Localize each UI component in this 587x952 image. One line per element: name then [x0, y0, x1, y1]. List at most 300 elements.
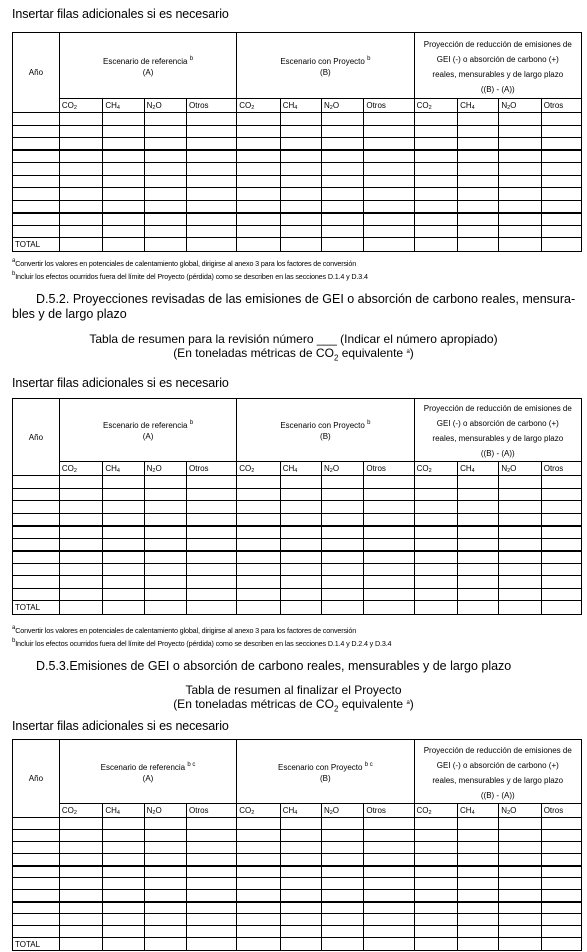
table-cell[interactable]	[237, 188, 281, 201]
table-cell[interactable]	[541, 538, 581, 551]
table-cell[interactable]	[541, 200, 581, 213]
table-cell[interactable]	[13, 926, 60, 938]
table-cell[interactable]	[187, 866, 237, 878]
table-cell[interactable]	[144, 200, 186, 213]
table-cell[interactable]	[144, 175, 186, 188]
table-cell[interactable]	[499, 854, 541, 866]
table-cell[interactable]	[541, 138, 581, 151]
table-cell[interactable]	[458, 914, 499, 926]
table-cell[interactable]	[458, 200, 499, 213]
table-cell[interactable]	[458, 866, 499, 878]
table-cell[interactable]	[187, 890, 237, 902]
table-cell[interactable]	[59, 526, 103, 539]
table-cell[interactable]	[13, 138, 60, 151]
table-cell[interactable]	[321, 175, 363, 188]
table-cell[interactable]	[237, 588, 281, 601]
table-cell[interactable]	[237, 488, 281, 501]
table-cell[interactable]	[458, 878, 499, 890]
table-cell[interactable]	[458, 188, 499, 201]
table-cell[interactable]	[280, 225, 321, 238]
table-cell[interactable]	[103, 238, 144, 252]
table-cell[interactable]	[414, 551, 458, 564]
table-cell[interactable]	[541, 890, 581, 902]
table-cell[interactable]	[187, 854, 237, 866]
table-cell[interactable]	[237, 526, 281, 539]
table-cell[interactable]	[144, 926, 186, 938]
table-cell[interactable]	[144, 213, 186, 226]
table-cell[interactable]	[59, 501, 103, 514]
table-cell[interactable]	[237, 163, 281, 176]
table-cell[interactable]	[59, 890, 103, 902]
table-cell[interactable]	[499, 188, 541, 201]
table-cell[interactable]	[364, 526, 414, 539]
table-cell[interactable]	[144, 113, 186, 126]
table-cell[interactable]	[59, 576, 103, 589]
table-cell[interactable]	[13, 818, 60, 830]
table-cell[interactable]	[144, 842, 186, 854]
table-cell[interactable]	[321, 225, 363, 238]
table-cell[interactable]	[499, 842, 541, 854]
table-cell[interactable]	[103, 150, 144, 163]
table-cell[interactable]	[13, 842, 60, 854]
table-cell[interactable]	[59, 138, 103, 151]
table-cell[interactable]	[321, 563, 363, 576]
table-cell[interactable]	[364, 878, 414, 890]
table-cell[interactable]	[458, 538, 499, 551]
table-cell[interactable]	[414, 125, 458, 138]
table-cell[interactable]	[499, 213, 541, 226]
table-cell[interactable]	[364, 576, 414, 589]
table-cell[interactable]	[499, 501, 541, 514]
table-cell[interactable]	[237, 601, 281, 615]
table-cell[interactable]	[364, 513, 414, 526]
table-cell[interactable]	[59, 238, 103, 252]
table-cell[interactable]	[499, 938, 541, 951]
table-cell[interactable]	[364, 890, 414, 902]
table-cell[interactable]	[499, 866, 541, 878]
table-cell[interactable]	[541, 513, 581, 526]
table-cell[interactable]	[103, 551, 144, 564]
table-cell[interactable]	[237, 538, 281, 551]
table-cell[interactable]	[237, 866, 281, 878]
table-cell[interactable]	[321, 200, 363, 213]
table-cell[interactable]	[103, 200, 144, 213]
table-cell[interactable]	[458, 513, 499, 526]
table-cell[interactable]	[13, 854, 60, 866]
table-cell[interactable]	[59, 914, 103, 926]
table-cell[interactable]	[237, 926, 281, 938]
table-cell[interactable]	[13, 200, 60, 213]
table-cell[interactable]	[499, 125, 541, 138]
table-cell[interactable]	[103, 601, 144, 615]
table-cell[interactable]	[237, 818, 281, 830]
table-cell[interactable]	[414, 830, 458, 842]
table-cell[interactable]	[187, 563, 237, 576]
table-cell[interactable]	[237, 854, 281, 866]
table-cell[interactable]	[541, 601, 581, 615]
table-cell[interactable]	[414, 842, 458, 854]
table-cell[interactable]	[541, 150, 581, 163]
table-cell[interactable]	[321, 938, 363, 951]
table-cell[interactable]	[321, 213, 363, 226]
table-cell[interactable]	[414, 538, 458, 551]
table-cell[interactable]	[321, 830, 363, 842]
table-cell[interactable]	[280, 854, 321, 866]
table-cell[interactable]	[499, 818, 541, 830]
table-cell[interactable]	[187, 200, 237, 213]
table-cell[interactable]	[144, 125, 186, 138]
table-cell[interactable]	[541, 526, 581, 539]
table-cell[interactable]	[364, 938, 414, 951]
table-cell[interactable]	[144, 150, 186, 163]
table-cell[interactable]	[13, 914, 60, 926]
table-cell[interactable]	[364, 125, 414, 138]
table-cell[interactable]	[280, 138, 321, 151]
table-cell[interactable]	[458, 238, 499, 252]
table-cell[interactable]	[458, 563, 499, 576]
table-cell[interactable]	[59, 125, 103, 138]
table-cell[interactable]	[280, 150, 321, 163]
table-cell[interactable]	[414, 163, 458, 176]
table-cell[interactable]	[458, 125, 499, 138]
table-cell[interactable]	[321, 926, 363, 938]
table-cell[interactable]	[13, 113, 60, 126]
table-cell[interactable]	[280, 914, 321, 926]
table-cell[interactable]	[13, 538, 60, 551]
table-cell[interactable]	[237, 902, 281, 914]
table-cell[interactable]	[414, 854, 458, 866]
table-cell[interactable]	[458, 526, 499, 539]
table-cell[interactable]	[144, 513, 186, 526]
table-cell[interactable]	[13, 902, 60, 914]
table-cell[interactable]	[541, 588, 581, 601]
table-cell[interactable]	[321, 551, 363, 564]
table-cell[interactable]	[187, 163, 237, 176]
table-cell[interactable]	[103, 818, 144, 830]
table-cell[interactable]	[144, 866, 186, 878]
table-cell[interactable]	[414, 213, 458, 226]
table-cell[interactable]	[59, 225, 103, 238]
table-cell[interactable]	[103, 866, 144, 878]
table-cell[interactable]	[103, 225, 144, 238]
table-cell[interactable]	[499, 601, 541, 615]
table-cell[interactable]	[144, 526, 186, 539]
table-cell[interactable]	[59, 878, 103, 890]
table-cell[interactable]	[13, 551, 60, 564]
table-cell[interactable]	[144, 576, 186, 589]
table-cell[interactable]	[13, 488, 60, 501]
table-cell[interactable]	[458, 601, 499, 615]
table-cell[interactable]	[187, 476, 237, 489]
table-cell[interactable]	[414, 513, 458, 526]
table-cell[interactable]	[59, 926, 103, 938]
table-cell[interactable]	[237, 938, 281, 951]
table-cell[interactable]	[280, 601, 321, 615]
table-cell[interactable]	[59, 200, 103, 213]
table-cell[interactable]	[280, 538, 321, 551]
table-cell[interactable]	[414, 188, 458, 201]
table-cell[interactable]	[499, 476, 541, 489]
table-cell[interactable]	[13, 890, 60, 902]
table-cell[interactable]	[458, 926, 499, 938]
table-cell[interactable]	[541, 866, 581, 878]
table-cell[interactable]	[187, 526, 237, 539]
table-cell[interactable]	[499, 588, 541, 601]
table-cell[interactable]	[321, 138, 363, 151]
table-cell[interactable]	[499, 238, 541, 252]
table-cell[interactable]	[499, 513, 541, 526]
table-cell[interactable]	[187, 538, 237, 551]
table-cell[interactable]	[541, 914, 581, 926]
table-cell[interactable]	[144, 878, 186, 890]
table-cell[interactable]	[237, 914, 281, 926]
table-cell[interactable]	[144, 601, 186, 615]
table-cell[interactable]	[414, 200, 458, 213]
table-cell[interactable]	[364, 213, 414, 226]
table-cell[interactable]	[144, 551, 186, 564]
table-cell[interactable]	[321, 538, 363, 551]
table-cell[interactable]	[187, 576, 237, 589]
table-cell[interactable]	[414, 576, 458, 589]
table-cell[interactable]	[144, 163, 186, 176]
table-cell[interactable]	[364, 200, 414, 213]
table-cell[interactable]	[59, 513, 103, 526]
table-cell[interactable]	[13, 150, 60, 163]
table-cell[interactable]	[237, 238, 281, 252]
table-cell[interactable]	[59, 488, 103, 501]
table-cell[interactable]	[541, 113, 581, 126]
table-cell[interactable]	[144, 914, 186, 926]
table-cell[interactable]	[103, 588, 144, 601]
table-cell[interactable]	[144, 563, 186, 576]
table-cell[interactable]	[187, 926, 237, 938]
table-cell[interactable]	[280, 588, 321, 601]
table-cell[interactable]	[13, 188, 60, 201]
table-cell[interactable]	[499, 488, 541, 501]
table-cell[interactable]	[499, 113, 541, 126]
table-cell[interactable]	[59, 842, 103, 854]
table-cell[interactable]	[59, 866, 103, 878]
table-cell[interactable]	[59, 551, 103, 564]
table-cell[interactable]	[458, 150, 499, 163]
table-cell[interactable]	[280, 163, 321, 176]
table-cell[interactable]	[13, 576, 60, 589]
table-cell[interactable]	[144, 476, 186, 489]
table-cell[interactable]	[321, 125, 363, 138]
table-cell[interactable]	[364, 150, 414, 163]
table-cell[interactable]	[280, 113, 321, 126]
table-cell[interactable]	[364, 601, 414, 615]
table-cell[interactable]	[499, 890, 541, 902]
table-cell[interactable]	[103, 538, 144, 551]
table-cell[interactable]	[541, 902, 581, 914]
table-cell[interactable]	[280, 890, 321, 902]
table-cell[interactable]	[237, 842, 281, 854]
table-cell[interactable]	[13, 526, 60, 539]
table-cell[interactable]	[321, 842, 363, 854]
table-cell[interactable]	[321, 890, 363, 902]
table-cell[interactable]	[499, 830, 541, 842]
table-cell[interactable]	[280, 213, 321, 226]
table-cell[interactable]	[499, 551, 541, 564]
table-cell[interactable]	[458, 902, 499, 914]
table-cell[interactable]	[13, 163, 60, 176]
table-cell[interactable]	[237, 576, 281, 589]
table-cell[interactable]	[187, 830, 237, 842]
table-cell[interactable]	[103, 163, 144, 176]
table-cell[interactable]	[541, 476, 581, 489]
table-cell[interactable]	[280, 938, 321, 951]
table-cell[interactable]	[414, 588, 458, 601]
table-cell[interactable]	[187, 488, 237, 501]
table-cell[interactable]	[280, 200, 321, 213]
table-cell[interactable]	[321, 513, 363, 526]
table-cell[interactable]	[103, 526, 144, 539]
table-cell[interactable]	[458, 938, 499, 951]
table-cell[interactable]	[144, 138, 186, 151]
table-cell[interactable]	[237, 890, 281, 902]
table-cell[interactable]	[499, 150, 541, 163]
table-cell[interactable]	[541, 175, 581, 188]
table-cell[interactable]	[499, 926, 541, 938]
table-cell[interactable]	[144, 854, 186, 866]
table-cell[interactable]	[13, 878, 60, 890]
table-cell[interactable]	[321, 818, 363, 830]
table-cell[interactable]	[458, 830, 499, 842]
table-cell[interactable]	[321, 150, 363, 163]
table-cell[interactable]	[187, 150, 237, 163]
table-cell[interactable]	[321, 526, 363, 539]
table-cell[interactable]	[458, 488, 499, 501]
table-cell[interactable]	[458, 476, 499, 489]
table-cell[interactable]	[103, 878, 144, 890]
table-cell[interactable]	[458, 225, 499, 238]
table-cell[interactable]	[59, 902, 103, 914]
table-cell[interactable]	[103, 213, 144, 226]
table-cell[interactable]	[59, 538, 103, 551]
table-cell[interactable]	[499, 902, 541, 914]
table-cell[interactable]	[280, 818, 321, 830]
table-cell[interactable]	[364, 501, 414, 514]
table-cell[interactable]	[499, 526, 541, 539]
table-cell[interactable]	[59, 818, 103, 830]
table-cell[interactable]	[364, 563, 414, 576]
table-cell[interactable]	[458, 113, 499, 126]
table-cell[interactable]	[13, 125, 60, 138]
table-cell[interactable]	[103, 842, 144, 854]
table-cell[interactable]	[187, 188, 237, 201]
table-cell[interactable]	[13, 501, 60, 514]
table-cell[interactable]	[59, 188, 103, 201]
table-cell[interactable]	[144, 225, 186, 238]
table-cell[interactable]	[364, 551, 414, 564]
table-cell[interactable]	[280, 902, 321, 914]
table-cell[interactable]	[499, 225, 541, 238]
table-cell[interactable]	[321, 501, 363, 514]
table-cell[interactable]	[321, 866, 363, 878]
table-cell[interactable]	[364, 238, 414, 252]
table-cell[interactable]	[364, 854, 414, 866]
table-cell[interactable]	[59, 588, 103, 601]
table-cell[interactable]	[187, 513, 237, 526]
table-cell[interactable]	[103, 926, 144, 938]
table-cell[interactable]	[187, 878, 237, 890]
table-cell[interactable]	[144, 188, 186, 201]
table-cell[interactable]	[187, 501, 237, 514]
table-cell[interactable]	[321, 601, 363, 615]
table-cell[interactable]	[59, 938, 103, 951]
table-cell[interactable]	[321, 902, 363, 914]
table-cell[interactable]	[187, 238, 237, 252]
table-cell[interactable]	[144, 938, 186, 951]
table-cell[interactable]	[13, 476, 60, 489]
table-cell[interactable]	[364, 902, 414, 914]
table-cell[interactable]	[364, 188, 414, 201]
table-cell[interactable]	[321, 113, 363, 126]
table-cell[interactable]	[59, 175, 103, 188]
table-cell[interactable]	[499, 576, 541, 589]
table-cell[interactable]	[414, 225, 458, 238]
table-cell[interactable]	[414, 138, 458, 151]
table-cell[interactable]	[13, 866, 60, 878]
table-cell[interactable]	[541, 563, 581, 576]
table-cell[interactable]	[364, 588, 414, 601]
table-cell[interactable]	[103, 513, 144, 526]
table-cell[interactable]	[103, 830, 144, 842]
table-cell[interactable]	[499, 878, 541, 890]
table-cell[interactable]	[321, 188, 363, 201]
table-cell[interactable]	[103, 113, 144, 126]
table-cell[interactable]	[541, 163, 581, 176]
table-cell[interactable]	[144, 238, 186, 252]
table-cell[interactable]	[414, 902, 458, 914]
table-cell[interactable]	[103, 938, 144, 951]
table-cell[interactable]	[280, 563, 321, 576]
table-cell[interactable]	[458, 138, 499, 151]
table-cell[interactable]	[364, 175, 414, 188]
table-cell[interactable]	[414, 150, 458, 163]
table-cell[interactable]	[187, 225, 237, 238]
table-cell[interactable]	[364, 476, 414, 489]
table-cell[interactable]	[280, 513, 321, 526]
table-cell[interactable]	[458, 551, 499, 564]
table-cell[interactable]	[187, 125, 237, 138]
table-cell[interactable]	[321, 576, 363, 589]
table-cell[interactable]	[59, 476, 103, 489]
table-cell[interactable]	[499, 200, 541, 213]
table-cell[interactable]	[280, 125, 321, 138]
table-cell[interactable]	[144, 501, 186, 514]
table-cell[interactable]	[414, 890, 458, 902]
table-cell[interactable]	[187, 914, 237, 926]
table-cell[interactable]	[541, 188, 581, 201]
table-cell[interactable]	[541, 926, 581, 938]
table-cell[interactable]	[541, 488, 581, 501]
table-cell[interactable]	[237, 175, 281, 188]
table-cell[interactable]	[458, 501, 499, 514]
table-cell[interactable]	[187, 588, 237, 601]
table-cell[interactable]	[414, 866, 458, 878]
table-cell[interactable]	[59, 830, 103, 842]
table-cell[interactable]	[414, 476, 458, 489]
table-cell[interactable]	[103, 902, 144, 914]
table-cell[interactable]	[414, 238, 458, 252]
table-cell[interactable]	[103, 563, 144, 576]
table-cell[interactable]	[103, 476, 144, 489]
table-cell[interactable]	[414, 526, 458, 539]
table-cell[interactable]	[414, 175, 458, 188]
table-cell[interactable]	[541, 551, 581, 564]
